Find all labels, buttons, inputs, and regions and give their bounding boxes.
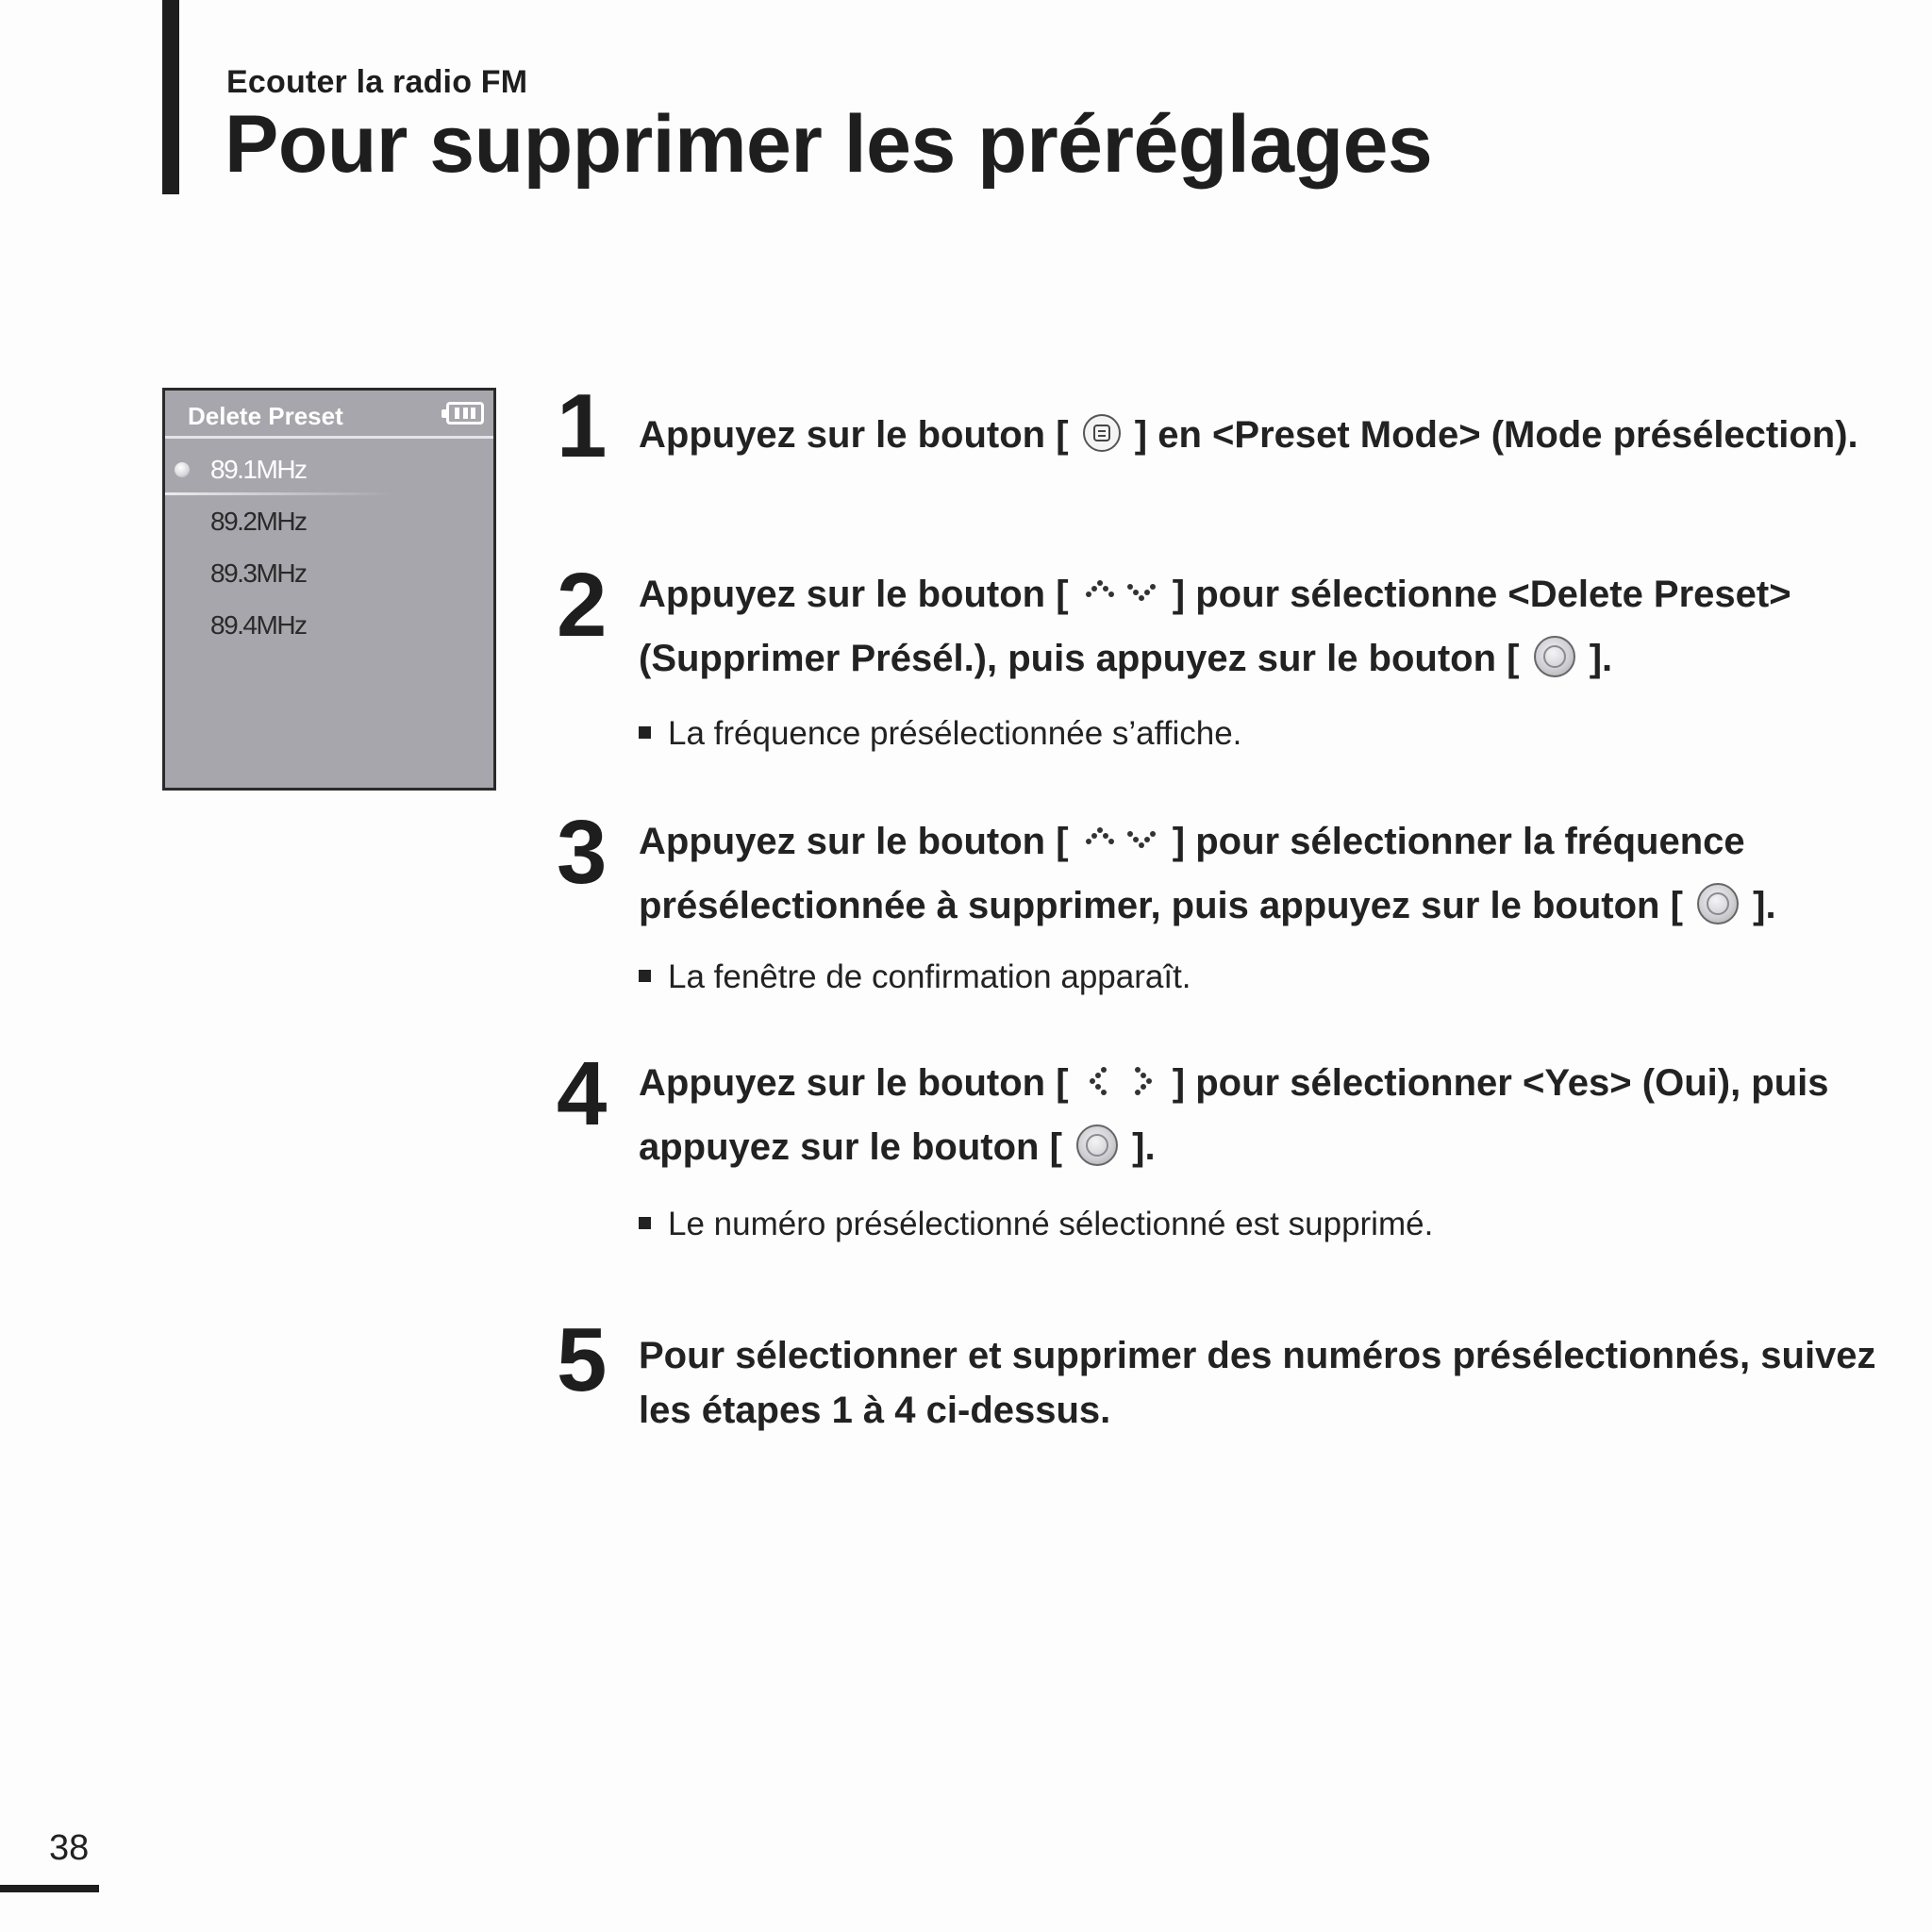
device-screen-divider [165,436,493,439]
bullet-square-icon [639,970,651,982]
preset-item-selected [165,443,493,495]
bullet-square-icon [639,1217,651,1229]
menu-button-icon [1083,414,1121,452]
page-title: Pour supprimer les préréglages [225,99,1433,190]
preset-frequency: 89.1MHz [210,455,307,484]
step-instruction [639,1051,1884,1179]
header-accent-bar [162,0,179,194]
preset-item [165,599,493,651]
step-instruction [639,809,1884,938]
note-text: La fenêtre de confirmation apparaît. [668,958,1191,995]
preset-frequency: 89.4MHz [210,610,307,640]
preset-item [165,495,493,547]
step-note [639,1206,1433,1243]
step-text-part: Appuyez sur le bouton [ [639,821,1069,862]
center-select-icon [1697,883,1739,924]
up-arrow-icon [1081,574,1119,611]
step-instruction: Pour sélectionner et supprimer des numéros présélectionnés, suivez les étapes 1 à 4 ci-dessus. [639,1335,1876,1431]
step-text-part: Appuyez sur le bouton [ [639,414,1069,456]
down-arrow-icon [1123,821,1160,858]
selection-dot-icon [175,462,190,477]
center-select-icon [1076,1124,1118,1166]
device-screen-title: Delete Preset [188,402,343,430]
note-text: La fréquence présélectionnée s’affiche. [668,715,1242,752]
step-number: 3 [557,802,608,903]
step-number: 2 [557,555,608,656]
preset-list [165,443,493,651]
step-text-part: ] en <Preset Mode> (Mode présélection). [1134,414,1858,456]
down-arrow-icon [1123,574,1160,611]
footer-rule [0,1885,99,1892]
device-screen-header [165,391,493,436]
step-text-part: ]. [1132,1126,1156,1168]
step-number: 4 [557,1043,608,1144]
page-number: 38 [49,1828,90,1868]
step-text-part: ] pour sélectionner <Yes> (Oui), puis appuyez sur le bouton [ [639,1062,1829,1168]
step-text-part: ]. [1753,885,1776,926]
center-select-icon [1534,636,1575,677]
step-number: 1 [557,375,608,476]
step-instruction [639,562,1884,691]
device-screen [162,388,496,791]
bullet-square-icon [639,726,651,739]
step-text-part: ] pour sélectionne <Delete Preset> (Supprimer Présél.), puis appuyez sur le bouton [ [639,574,1791,679]
step-text-part: Appuyez sur le bouton [ [639,574,1069,615]
section-label: Ecouter la radio FM [226,64,528,100]
up-arrow-icon [1081,821,1119,858]
step-number: 5 [557,1309,608,1410]
step-note [639,958,1191,996]
step-text-part: ] pour sélectionner la fréquence présélectionnée à supprimer, puis appuyez sur le bouton [ [639,821,1745,926]
preset-item [165,547,493,599]
right-arrow-icon [1123,1062,1160,1100]
left-arrow-icon [1081,1062,1119,1100]
preset-frequency: 89.2MHz [210,507,307,536]
step-text-part: ]. [1589,638,1613,679]
step-instruction [639,408,1884,462]
note-text: Le numéro présélectionné sélectionné est supprimé. [668,1206,1434,1242]
step-note [639,715,1241,753]
preset-frequency: 89.3MHz [210,558,307,588]
step-text-part: Appuyez sur le bouton [ [639,1062,1069,1104]
battery-icon [446,402,484,425]
